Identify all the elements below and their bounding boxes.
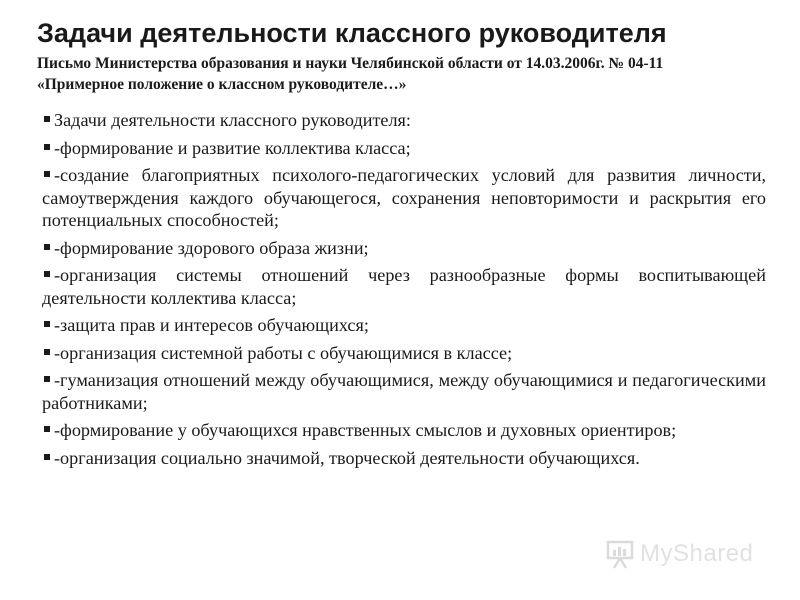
slide-title: Задачи деятельности классного руководителя: [37, 18, 667, 48]
list-item: [42, 109, 766, 132]
bullet-icon: [44, 376, 50, 382]
list-item: [42, 237, 766, 260]
list-item: [42, 342, 766, 365]
bullet-icon: [44, 116, 50, 122]
list-item-text: -гуманизация отношений между обучающимися, между обучающимися и педагогическими работниками;: [42, 370, 766, 413]
slide-subtitle: Письмо Министерства образования и науки Челябинской области от 14.03.2006г. № 04-11 «Примерное положение о классном руководителе…»: [37, 55, 664, 93]
list-item-text: Задачи деятельности классного руководителя:: [54, 110, 411, 130]
bullet-icon: [44, 271, 50, 277]
bullet-icon: [44, 349, 50, 355]
list-item-text: -создание благоприятных психолого-педагогических условий для развития личности, самоутверждения каждого обучающегося, сохранения неповторимости и раскрытия его потенциальных способностей;: [42, 165, 766, 230]
list-item-text: -организация системы отношений через разнообразные формы воспитывающей деятельности коллектива класса;: [42, 265, 766, 308]
list-item-text: -формирование здорового образа жизни;: [54, 237, 369, 258]
list-item: [42, 164, 766, 232]
list-item-text: -формирование у обучающихся нравственных смыслов и духовных ориентиров;: [54, 420, 677, 440]
bullet-icon: [44, 144, 50, 150]
list-item-text: -организация социально значимой, творческой деятельности обучающихся.: [54, 447, 640, 468]
watermark-text: MyShared: [640, 540, 754, 567]
task-list: [42, 109, 766, 474]
list-item: [42, 447, 766, 470]
list-item-text: -защита прав и интересов обучающихся;: [54, 315, 369, 335]
bullet-icon: [44, 454, 50, 460]
list-item: [42, 264, 766, 309]
list-item: [42, 314, 766, 337]
list-item-text: -организация системной работы с обучающимися в классе;: [54, 342, 513, 363]
presentation-chart-icon: [606, 538, 636, 572]
bullet-icon: [44, 171, 50, 177]
bullet-icon: [44, 426, 50, 432]
list-item: [42, 369, 766, 414]
list-item: [42, 419, 766, 442]
list-item-text: -формирование и развитие коллектива класса;: [54, 137, 411, 158]
list-item: [42, 137, 766, 160]
bullet-icon: [44, 321, 50, 327]
bullet-icon: [44, 244, 50, 250]
watermark: [606, 538, 776, 574]
